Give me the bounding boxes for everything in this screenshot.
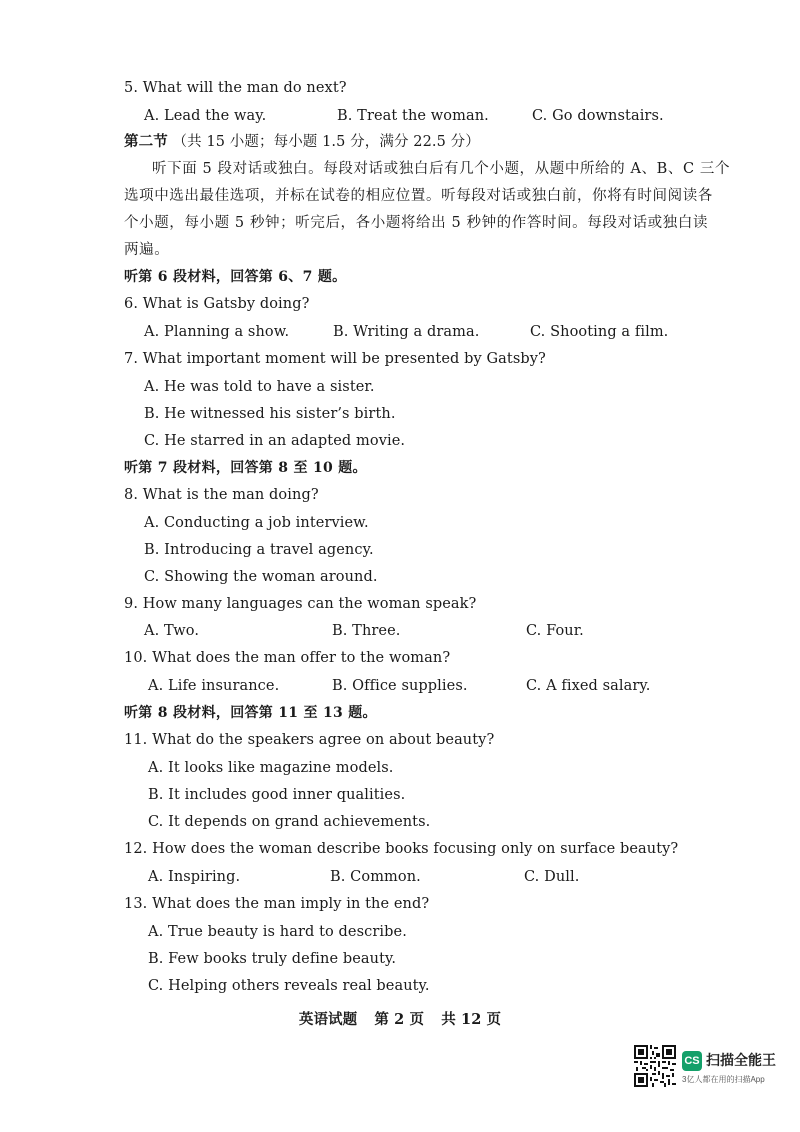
- section-2-paragraph-line-1: 听下面 5 段对话或独白。每段对话或独白后有几个小题，从题中所给的 A、B、C 三个: [152, 161, 731, 177]
- question-11-option-c: C. It depends on grand achievements.: [148, 814, 431, 830]
- question-11-option-b: B. It includes good inner qualities.: [148, 787, 406, 803]
- question-10-option-c: C. A fixed salary.: [526, 678, 651, 694]
- section-2-heading: [124, 132, 480, 152]
- question-5-option-c: C. Go downstairs.: [532, 108, 664, 124]
- footer-total-pages: 共 12 页: [441, 1011, 502, 1028]
- question-11-stem: 11. What do the speakers agree on about beauty?: [124, 732, 495, 748]
- question-10-option-a: A. Life insurance.: [148, 678, 280, 694]
- question-6-option-a: A. Planning a show.: [144, 324, 290, 340]
- question-13-option-b: B. Few books truly define beauty.: [148, 951, 397, 967]
- question-9-stem: 9. How many languages can the woman speak?: [124, 596, 477, 612]
- page-footer: [0, 1010, 800, 1030]
- question-8-option-b: B. Introducing a travel agency.: [144, 542, 374, 558]
- question-6-option-b: B. Writing a drama.: [333, 324, 480, 340]
- question-8-option-a: A. Conducting a job interview.: [144, 515, 369, 531]
- section-2-info: （共 15 小题；每小题 1.5 分，满分 22.5 分）: [172, 134, 480, 150]
- footer-subject: 英语试题: [298, 1011, 358, 1028]
- question-7-stem: 7. What important moment will be presented by Gatsby?: [124, 351, 546, 367]
- question-12-option-c: C. Dull.: [524, 869, 580, 885]
- question-12-option-b: B. Common.: [330, 869, 421, 885]
- footer-page-number: 第 2 页: [374, 1011, 425, 1028]
- qr-code-icon: [634, 1045, 676, 1087]
- question-8-option-c: C. Showing the woman around.: [144, 569, 378, 585]
- question-10-stem: 10. What does the man offer to the woman?: [124, 650, 451, 666]
- question-9-option-b: B. Three.: [332, 623, 401, 639]
- scanner-watermark: [634, 1045, 794, 1091]
- question-5-option-b: B. Treat the woman.: [337, 108, 489, 124]
- material-7-instruction: 听第 7 段材料，回答第 8 至 10 题。: [124, 460, 367, 476]
- question-11-option-a: A. It looks like magazine models.: [148, 760, 394, 776]
- scanner-tagline: 3亿人都在用的扫描App: [682, 1075, 765, 1084]
- question-13-stem: 13. What does the man imply in the end?: [124, 896, 430, 912]
- material-8-instruction: 听第 8 段材料，回答第 11 至 13 题。: [124, 705, 377, 721]
- question-5-stem: 5. What will the man do next?: [124, 80, 347, 96]
- question-12-stem: 12. How does the woman describe books focusing only on surface beauty?: [124, 841, 679, 857]
- question-7-option-b: B. He witnessed his sister’s birth.: [144, 406, 396, 422]
- question-13-option-c: C. Helping others reveals real beauty.: [148, 978, 430, 994]
- question-6-stem: 6. What is Gatsby doing?: [124, 296, 310, 312]
- question-6-option-c: C. Shooting a film.: [530, 324, 669, 340]
- section-2-paragraph-line-3: 个小题，每小题 5 秒钟；听完后，各小题将给出 5 秒钟的作答时间。每段对话或独白读: [124, 215, 709, 231]
- question-13-option-a: A. True beauty is hard to describe.: [148, 924, 407, 940]
- question-7-option-c: C. He starred in an adapted movie.: [144, 433, 406, 449]
- question-12-option-a: A. Inspiring.: [148, 869, 241, 885]
- question-10-option-b: B. Office supplies.: [332, 678, 468, 694]
- question-9-option-c: C. Four.: [526, 623, 584, 639]
- section-2-title: 第二节: [124, 133, 168, 150]
- camscanner-logo-icon: CS: [682, 1051, 702, 1071]
- section-2-paragraph-line-2: 选项中选出最佳选项，并标在试卷的相应位置。听每段对话或独白前，你将有时间阅读各: [124, 188, 713, 204]
- section-2-paragraph-line-4: 两遍。: [124, 242, 170, 258]
- question-5-option-a: A. Lead the way.: [144, 108, 267, 124]
- question-7-option-a: A. He was told to have a sister.: [144, 379, 375, 395]
- material-6-instruction: 听第 6 段材料，回答第 6、7 题。: [124, 269, 347, 285]
- question-8-stem: 8. What is the man doing?: [124, 487, 319, 503]
- scanner-brand-name: 扫描全能王: [706, 1052, 776, 1068]
- question-9-option-a: A. Two.: [144, 623, 200, 639]
